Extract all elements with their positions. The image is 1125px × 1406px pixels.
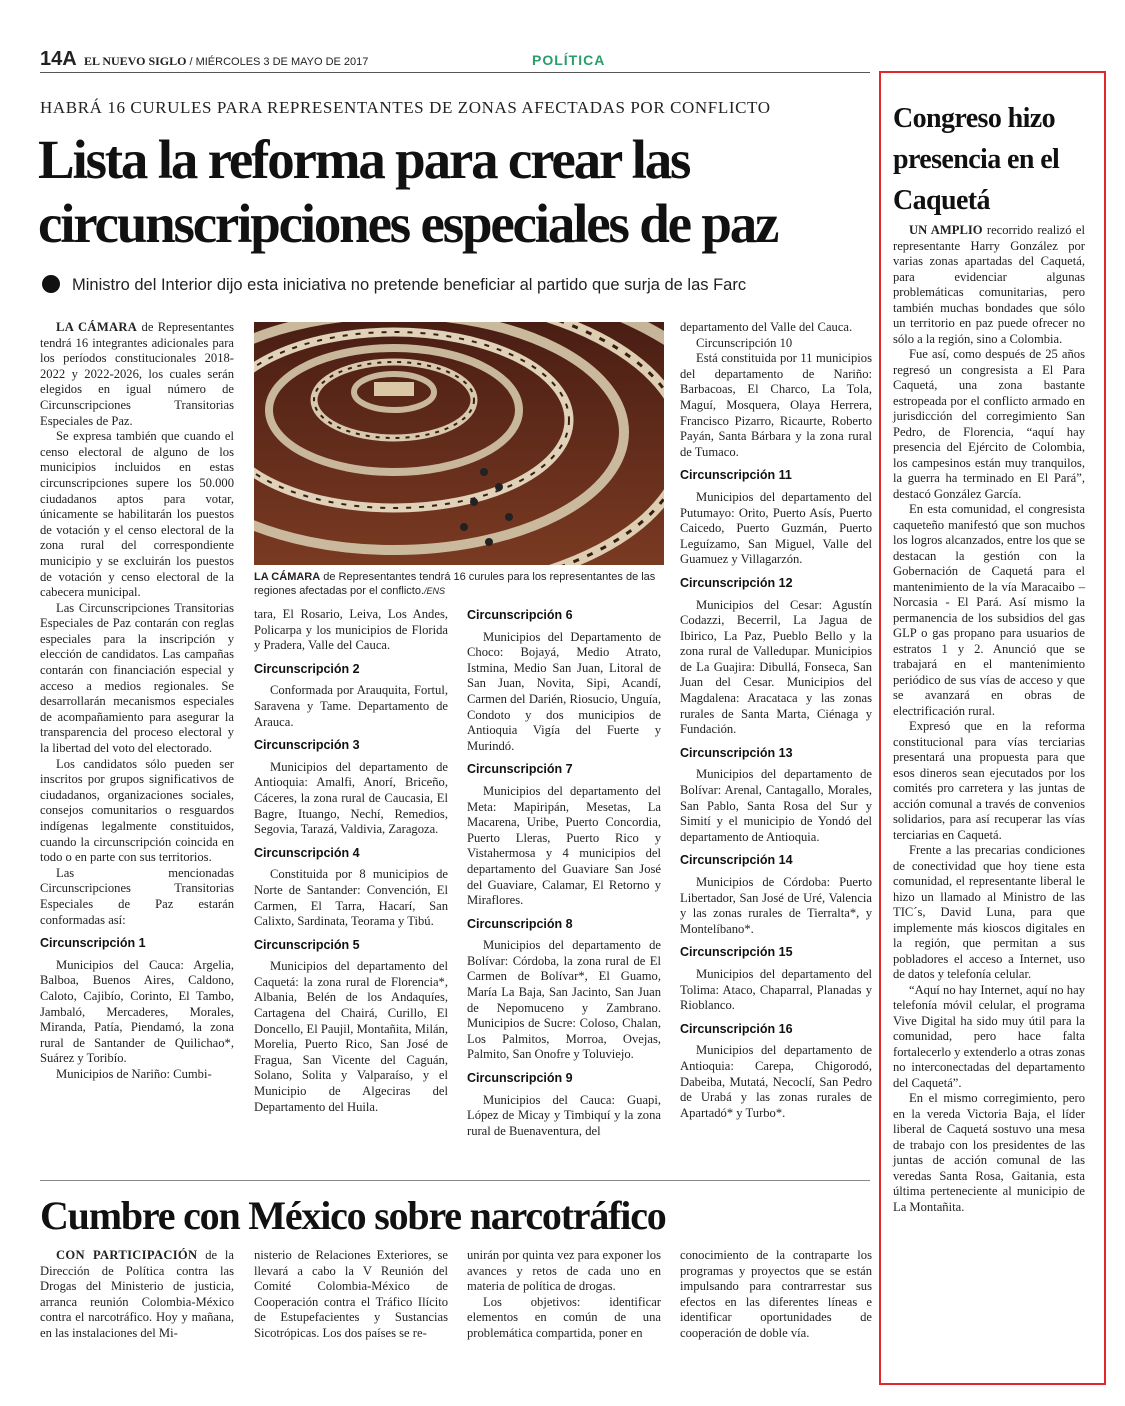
subhead: Circunscripción 8 (467, 916, 573, 931)
paragraph: Las mencionadas Circunscripciones Transitorias Especiales de Paz estarán conformadas así: (40, 865, 234, 927)
subhead: Circunscripción 11 (680, 468, 792, 483)
paragraph: Municipios del Cauca: Argelia, Balboa, Buenos Aires, Caldono, Caloto, Cajibío, Corinto, El Tambo, Jambaló, Mercaderes, Morales, Miranda, Patía, Piendamó, la zona rural de Santander de Quilichao*, Suárez y Toribío. (40, 957, 234, 1066)
paragraph: de Representantes tendrá 16 integrantes adicionales para los períodos constitucionales 2018-2022 y 2022-2026, los cuales serán elegidos en igual número de Circunscripciones Transitorias Especiales de Paz. (40, 320, 234, 428)
paragraph: Está constituida por 11 municipios del departamento de Nariño: Barbacoas, El Charco, La Tola, Maguí, Mosquera, Olaya Herrera, Francisco Pizarro, Ricaurte, Roberto Payán, Santa Bárbara y la zona rural de Tumaco. (680, 351, 872, 459)
subhead: Circunscripción 5 (254, 937, 360, 952)
paragraph: unirán por quinta vez para exponer los avances y retos de cada uno en materia de política de drogas. (467, 1248, 661, 1294)
lead-in: LA CÁMARA (56, 320, 138, 334)
paragraph: Conformada por Arauquita, Fortul, Saravena y Tame. Departamento de Arauca. (254, 683, 448, 729)
paragraph: nisterio de Relaciones Exteriores, se llevará a cabo la V Reunión del Comité Colombia-México de Cooperación contra el Tráfico Ilícito de Estupefacientes y Sustancias Sicotrópicas. Los dos países se re- (254, 1248, 448, 1340)
paragraph: Circunscripción 10 (696, 335, 793, 350)
lead-in: CON PARTICIPACIÓN (56, 1248, 198, 1262)
main-kicker: HABRÁ 16 CURULES PARA REPRESENTANTES DE ZONAS AFECTADAS POR CONFLICTO (40, 98, 771, 117)
paragraph: tara, El Rosario, Leiva, Los Andes, Policarpa y los municipios de Florida y Pradera, Valle del Cauca. (254, 607, 448, 653)
bottom-column-2 (254, 1248, 448, 1342)
sidebar-column (893, 223, 1085, 1215)
parliament-photo (254, 322, 664, 565)
paragraph: Municipios del departamento de Bolívar: Córdoba, la zona rural de El Carmen de Bolívar*, El Guamo, María La Baja, San Jacinto, San Juan de Nepomuceno y Zambrano. Municipios de Sucre: Coloso, Chalan, Los Palmitos, Morroa, Ovejas, Palmito, San Onofre y Toluviejo. (467, 938, 661, 1062)
subhead: Circunscripción 14 (680, 853, 793, 868)
issue-date: / MIÉRCOLES 3 DE MAYO DE 2017 (189, 56, 369, 68)
main-column-4 (680, 320, 872, 1121)
subhead: Circunscripción 2 (254, 661, 360, 676)
bullet-icon (42, 275, 60, 293)
paragraph: Se expresa también que cuando el censo electoral de alguno de los municipios incluidos en estas circunscripciones supere los 50.000 ciudadanos aptos para votar, únicamente se habilitarán los puestos de votación y el censo electoral de la zona rural del correspondiente municipio y se excluirán los puestos de votación y censo electoral de la cabecera municipal. (40, 429, 234, 600)
paragraph: Municipios del Cauca: Guapi, López de Micay y Timbiquí y la zona rural de Buenaventura, del (467, 1092, 661, 1138)
paragraph: Constituida por 8 municipios de Norte de Santander: Convención, El Carmen, El Tarra, Hacarí, San Calixto, Sardinata, Teorama y Tibú. (254, 867, 448, 929)
subhead: Circunscripción 12 (680, 575, 793, 590)
caption-text: de Representantes tendrá 16 curules para los representantes de las regiones afectadas por el conflicto. (254, 571, 656, 597)
paragraph: recorrido realizó el representante Harry González por varias zonas apartadas del Caquetá, para evidenciar algunas problemáticas comunitarias, pero también muchas bondades que sólo un territorio en paz puede ofrecer no sólo a la región, sino a Colombia. (893, 223, 1085, 346)
chamber-illustration (254, 322, 664, 565)
main-column-1 (40, 320, 234, 1083)
subhead: Circunscripción 16 (680, 1021, 793, 1036)
paragraph: Municipios de Nariño: Cumbi- (56, 1066, 212, 1081)
paragraph: Municipios del departamento de Antioquia: Amalfi, Anorí, Briceño, Cáceres, la zona rural de Caucasia, El Bagre, Ituango, Nechí, Remedios, Segovia, Tarazá, Valdivia, Zaragoza. (254, 759, 448, 837)
story-divider (40, 1180, 870, 1181)
paragraph: Fue así, como después de 25 años regresó un congresista a El Para Caquetá, una zona bastante estropeada por el conflicto armado en jurisdicción del corregimiento San Pedro, de Florencia, “aquí hay presencia del Ejército de Colombia, los campesinos están muy tranquilos, la guerra ha terminado en El Pará”, destacó González García. (893, 347, 1085, 501)
page-header (40, 50, 870, 72)
section-label: POLÍTICA (532, 52, 606, 68)
bottom-column-4 (680, 1248, 872, 1342)
subhead: Circunscripción 7 (467, 762, 573, 777)
paragraph: Municipios del departamento del Tolima: Ataco, Chaparral, Planadas y Rioblanco. (680, 966, 872, 1013)
main-column-2 (254, 607, 448, 1115)
paragraph: Municipios del Cesar: Agustín Codazzi, Becerril, La Jagua de Ibirico, La Paz, Pueblo Bello y la zona rural de Valledupar. Municipios de La Guajira: Dibullá, Fonseca, San Juan del Cesar. Municipios del Magdalena: Aracataca y las zonas rurales de Santa Marta, Ciénaga y Fundación. (680, 597, 872, 737)
newspaper-masthead (84, 54, 368, 69)
paragraph: En el mismo corregimiento, pero en la vereda Victoria Baja, el líder liberal de Caquetá sostuvo una mesa de trabajo con los presidentes de las juntas de acción comunal de las veredas Santa Rosa, Gaitania, esta última perteneciente al municipio de La Montañita. (893, 1091, 1085, 1214)
paragraph: Municipios del departamento del Caquetá: la zona rural de Florencia*, Albania, Belén de los Andaquíes, Cartagena del Chairá, Curillo, El Doncello, El Paujil, Montañita, Milán, Morelia, Puerto Rico, San José de Fragua, San Vicente del Caguán, Solano, Solita y Valparaíso, y el Municipio de Algeciras del Departamento del Huila. (254, 959, 448, 1114)
main-deck (42, 275, 872, 295)
paragraph: conocimiento de la contraparte los programas y proyectos que se están impulsando para contrarrestar sus efectos en las diferentes líneas e identificar oportunidades de cooperación de doble vía. (680, 1248, 872, 1340)
paragraph: Municipios de Córdoba: Puerto Libertador, San José de Uré, Valencia y las zonas rurales de Tierralta*, y Montelíbano*. (680, 875, 872, 936)
header-divider (40, 72, 870, 73)
bottom-headline: Cumbre con México sobre narcotráfico (40, 1193, 666, 1238)
paragraph: Expresó que en la reforma constitucional para vías terciarias presentará una propuesta para que esos dineros sean ejecutados por los comités pro carretera y las juntas de acción comunal a través de convenios solidarios, para así recuperar las vías terciarias en Caquetá. (893, 719, 1085, 842)
paragraph: Las Circunscripciones Transitorias Especiales de Paz contarán con reglas especiales para la inscripción y elección de candidatos. Las campañas contarán con financiación especial y acceso a medios regionales. Se desarrollarán mecanismos especiales de acompañamiento para asegurar la transparencia del proceso electoral y la libertad del voto del electorado. (40, 600, 234, 756)
subhead: Circunscripción 6 (467, 608, 573, 622)
subhead: Circunscripción 1 (40, 936, 146, 951)
sidebar-headline: Congreso hizo presencia en el Caquetá (893, 103, 1060, 216)
subhead: Circunscripción 4 (254, 845, 360, 860)
paragraph: de la Dirección de Política contra las Drogas del Ministerio de justicia, arranca reunión Colombia-México contra el narcotráfico. Hoy y mañana, en las instalaciones del Mi- (40, 1248, 234, 1340)
main-headline: Lista la reforma para crear las circunscripciones especiales de paz (38, 129, 778, 254)
caption-lead: LA CÁMARA (254, 571, 321, 583)
paragraph: Municipios del Departamento de Choco: Bojayá, Medio Atrato, Istmina, Medio San Juan, Litoral de San Juan, Novita, Sipi, Acandí, Carmen del Darién, Riosucio, Unguía, Condoto y dos municipios de Antioquia Vigía del Fuerte y Murindó. (467, 629, 661, 753)
paragraph: departamento del Valle del Cauca. (680, 320, 853, 334)
deck-text: Ministro del Interior dijo esta iniciativa no pretende beneficiar al partido que surja de las Farc (72, 276, 747, 294)
paragraph: Los candidatos sólo pueden ser inscritos por grupos significativos de ciudadanos, organizaciones sociales, consejos comunitarios o resguardos indígenas legalmente constituidos, cuando la circunscripción coincida en todo o en parte con sus territorios. (40, 756, 234, 865)
bottom-column-1 (40, 1248, 234, 1342)
paragraph: En esta comunidad, el congresista caqueteño manifestó que son muchos los logros alcanzados, entre los que se destacan la gestión con la Gobernación de Caquetá para el mantenimiento de la vía Maracaibo – Norcasia - El Pará. Así mismo la permanencia de los subsidios del gas GLP o gas propano para usuarios de estratos 1 y 2. Anunció que se trabajará en el mantenimiento periódico de sus vías de acceso y que se avanzará en obras de electrificación rural. (893, 502, 1085, 718)
photo-credit: /ENS (424, 586, 446, 596)
paragraph: Frente a las precarias condiciones de conectividad que hoy tiene esta comunidad, el representante liberal le hizo un llamado al Ministro de las TIC´s, David Luna, para que implemente más kioscos digitales en la región, que permitan a sus pobladores el acceso a Internet, uso de datos y telefonía celular. (893, 843, 1085, 981)
bottom-column-3 (467, 1248, 661, 1342)
subhead: Circunscripción 9 (467, 1071, 573, 1086)
subhead: Circunscripción 13 (680, 745, 793, 760)
paragraph: Municipios del departamento de Bolívar: Arenal, Cantagallo, Morales, San Pablo, Santa Rosa del Sur y Simití y el municipio de Yondó del departamento de Antioquia. (680, 767, 872, 844)
paragraph: Municipios del departamento del Putumayo: Orito, Puerto Asís, Puerto Caicedo, Puerto Guzmán, Puerto Leguízamo, San Miguel, Valle del Guamuez y Villagarzón. (680, 489, 872, 567)
newspaper-name: EL NUEVO SIGLO (84, 54, 187, 68)
page-number: 14A (40, 48, 77, 70)
subhead: Circunscripción 15 (680, 945, 793, 960)
photo-caption (254, 570, 664, 598)
paragraph: Municipios del departamento del Meta: Mapiripán, Mesetas, La Macarena, Uribe, Puerto Concordia, Puerto Lleras, Puerto Rico y Vistahermosa y 4 municipios del departamento del Guaviare San José del Guaviare, Calamar, El Retorno y Miraflores. (467, 783, 661, 908)
paragraph: Los objetivos: identificar elementos en común de una problemática compartida, poner en (467, 1294, 661, 1340)
paragraph: Municipios del departamento de Antioquia: Carepa, Chigorodó, Dabeiba, Mutatá, Necoclí, San Pedro de Urabá y las zonas rurales de Apartadó* y Turbo*. (680, 1043, 872, 1120)
main-column-3 (467, 600, 661, 1139)
lead-in: UN AMPLIO (909, 223, 983, 237)
subhead: Circunscripción 3 (254, 738, 360, 753)
paragraph: “Aquí no hay Internet, aquí no hay telefonía móvil celular, el programa Vive Digital ha sido muy útil para la comunidad, pero hace falta fortalecerlo y extenderlo a otras zonas no interconectadas del departamento del Caquetá”. (893, 982, 1085, 1090)
